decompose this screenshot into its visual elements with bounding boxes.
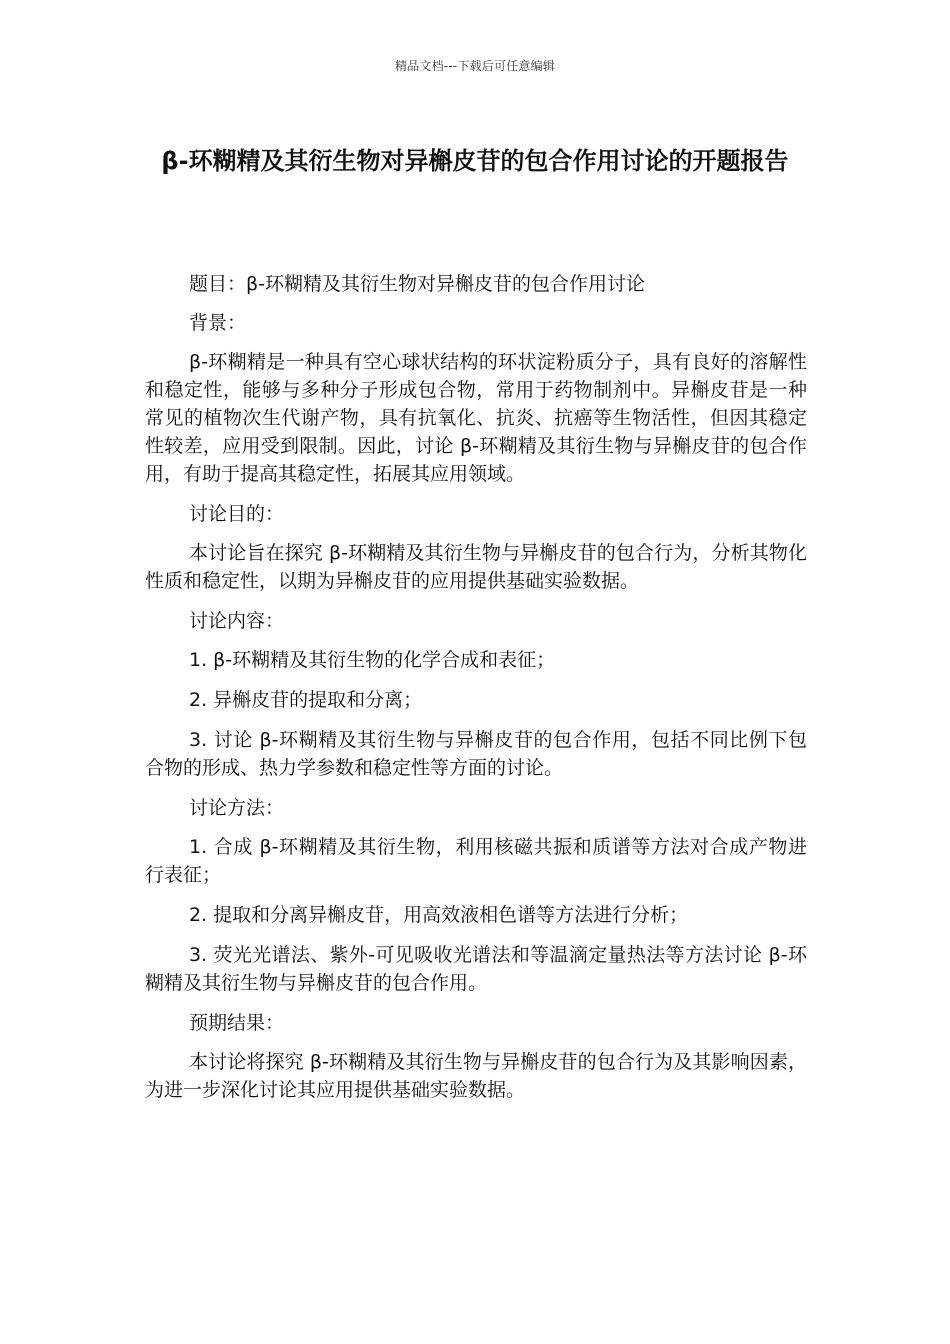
method-item-3: 3. 荧光光谱法、紫外-可见吸收光谱法和等温滴定量热法等方法讨论 β-环糊精及其衍生物与异槲皮苷的包合作用。 — [145, 944, 807, 994]
topic-line: 题目：β-环糊精及其衍生物对异槲皮苷的包合作用讨论 — [189, 273, 645, 295]
purpose-paragraph: 本讨论旨在探究 β-环糊精及其衍生物与异槲皮苷的包合行为，分析其物化性质和稳定性，以期为异槲皮苷的应用提供基础实验数据。 — [145, 542, 807, 592]
method-item-1: 1. 合成 β-环糊精及其衍生物，利用核磁共振和质谱等方法对合成产物进行表征； — [145, 836, 807, 886]
content-label: 讨论内容： — [189, 610, 285, 632]
content-item-2: 2. 异槲皮苷的提取和分离； — [189, 689, 423, 711]
content-item-1: 1. β-环糊精及其衍生物的化学合成和表征； — [189, 649, 556, 671]
header-note: 精品文档---下载后可任意编辑 — [395, 59, 555, 73]
results-paragraph: 本讨论将探究 β-环糊精及其衍生物与异槲皮苷的包合行为及其影响因素，为进一步深化讨论其应用提供基础实验数据。 — [145, 1051, 807, 1101]
purpose-label: 讨论目的： — [189, 503, 285, 525]
document-title: β-环糊精及其衍生物对异槲皮苷的包合作用讨论的开题报告 — [161, 147, 789, 175]
background-label: 背景： — [189, 312, 247, 334]
results-label: 预期结果： — [189, 1012, 285, 1034]
method-item-2: 2. 提取和分离异槲皮苷，用高效液相色谱等方法进行分析； — [189, 904, 689, 926]
background-paragraph: β-环糊精是一种具有空心球状结构的环状淀粉质分子，具有良好的溶解性和稳定性，能够与多种分子形成包合物，常用于药物制剂中。异槲皮苷是一种常见的植物次生代谢产物，具有抗氧化、抗炎、抗癌等生物活性，但因其稳定性较差，应用受到限制。因此，讨论 β-环糊精及其衍生物与异槲皮苷的包合作用，有助于提高其稳定性，拓展其应用领域。 — [145, 351, 807, 485]
method-label: 讨论方法： — [189, 797, 285, 819]
document-body — [145, 270, 807, 1116]
content-item-3: 3. 讨论 β-环糊精及其衍生物与异槲皮苷的包合作用，包括不同比例下包合物的形成、热力学参数和稳定性等方面的讨论。 — [145, 729, 807, 779]
